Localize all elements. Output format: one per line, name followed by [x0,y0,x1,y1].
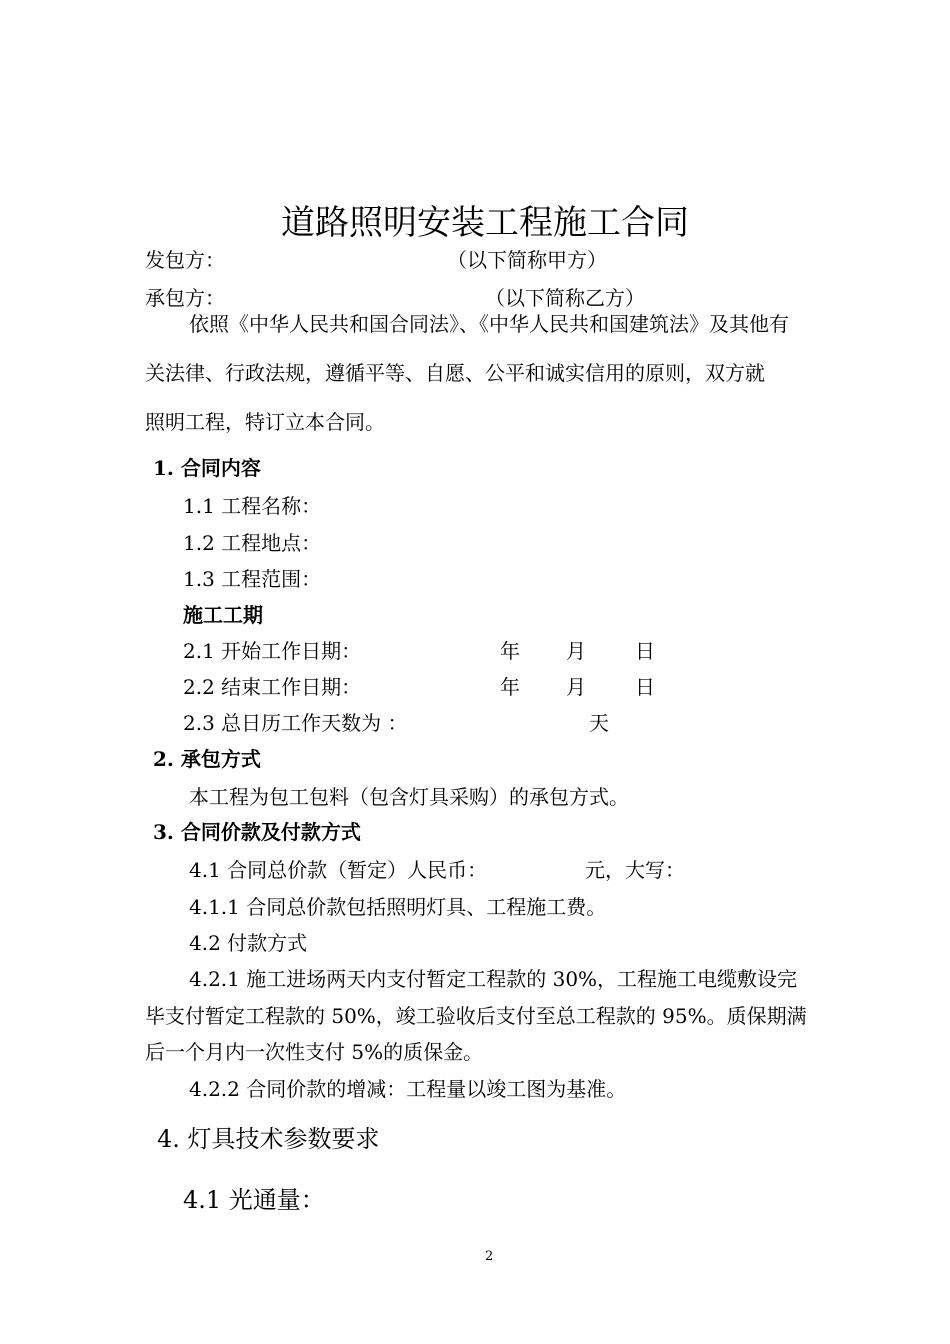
section-1-heading: 1. 合同内容 [153,456,261,480]
section-2-heading: 2. 承包方式 [153,747,261,771]
party-b-label: 承包方： [145,286,225,310]
page-title: 道路照明安装工程施工合同 [281,203,689,243]
preamble-line-1: 依照《中华人民共和国合同法》、《中华人民共和国建筑法》及其他有 [189,312,789,336]
start-date-month: 月 [566,639,586,663]
end-date-month: 月 [566,675,586,699]
price-includes-text: 4.1.1 合同总价款包括照明灯具、工程施工费。 [189,895,607,919]
total-days-label: 2.3 总日历工作天数为 ： [183,711,408,735]
end-date-year: 年 [500,675,520,699]
payment-terms-line-2: 毕支付暂定工程款的 50%，竣工验收后支付至总工程款的 95%。质保期满 [145,1004,807,1028]
total-price-label: 4.1 合同总价款（暂定）人民币： [189,858,488,882]
total-price-unit: 元，大写： [585,858,685,882]
preamble-line-2: 关法律、行政法规，遵循平等、自愿、公平和诚实信用的原则，双方就 [145,361,765,385]
total-days-unit: 天 [589,711,609,735]
project-location-field: 1.2 工程地点： [183,531,322,555]
end-date-day: 日 [635,675,655,699]
payment-terms-line-3: 后一个月内一次性支付 5%的质保金。 [145,1040,484,1064]
start-date-year: 年 [500,639,520,663]
party-a-label: 发包方： [145,248,225,272]
price-adjustment-text: 4.2.2 合同价款的增减：工程量以竣工图为基准。 [189,1077,627,1101]
party-b-note: （以下简称乙方） [485,286,645,310]
end-date-label: 2.2 结束工作日期： [183,675,362,699]
payment-terms-line-1: 4.2.1 施工进场两天内支付暂定工程款的 30%，工程施工电缆敷设完 [189,967,798,991]
page-number: 2 [485,1249,494,1264]
payment-method-heading: 4.2 付款方式 [189,931,308,955]
luminous-flux-field: 4.1 光通量： [183,1186,325,1214]
start-date-label: 2.1 开始工作日期： [183,639,362,663]
project-scope-field: 1.3 工程范围： [183,567,322,591]
section-3-heading: 3. 合同价款及付款方式 [153,820,361,844]
section-4-heading: 4. 灯具技术参数要求 [157,1125,380,1153]
preamble-line-3: 照明工程，特订立本合同。 [145,410,385,434]
project-name-field: 1.1 工程名称： [183,494,322,518]
party-a-note: （以下简称甲方） [447,248,607,272]
start-date-day: 日 [635,639,655,663]
period-heading: 施工工期 [183,603,263,627]
contract-method-text: 本工程为包工包料（包含灯具采购）的承包方式。 [189,785,629,809]
